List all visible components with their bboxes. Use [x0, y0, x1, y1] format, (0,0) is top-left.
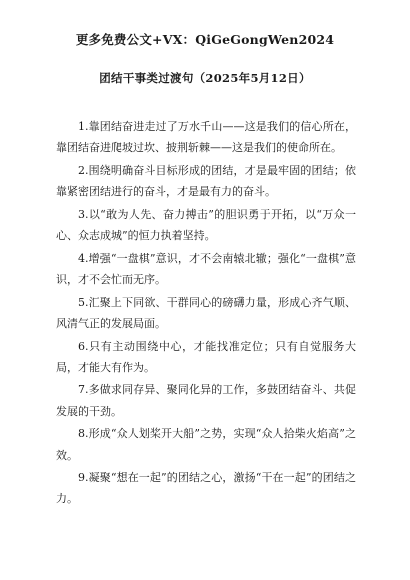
promo-header: 更多免费公文+VX：QiGeGongWen2024 [75, 32, 335, 47]
paragraph-9: 9.凝聚“想在一起”的团结之心，激扬“干在一起”的团结之力。 [56, 471, 356, 506]
paragraph-8: 8.形成“众人划桨开大船”之势，实现“众人拾柴火焰高”之效。 [56, 427, 356, 462]
paragraph-5: 5.汇聚上下同欲、干群同心的磅礴力量，形成心齐气顺、风清气正的发展局面。 [56, 295, 356, 330]
document-body [56, 116, 356, 511]
paragraph-6: 6.只有主动围绕中心，才能找准定位；只有自觉服务大局，才能大有作为。 [56, 339, 356, 374]
document-title: 团结干事类过渡句（2025年5月12日） [99, 71, 311, 85]
paragraph-2: 2.围绕明确奋斗目标形成的团结，才是最牢固的团结；依靠紧密团结进行的奋斗，才是最有力的奋斗。 [56, 163, 356, 199]
paragraph-7: 7.多做求同存异、聚同化异的工作，多鼓团结奋斗、共促发展的干劲。 [56, 383, 356, 418]
paragraph-1: 1.靠团结奋进走过了万水千山——这是我们的信心所在，靠团结奋进爬坡过坎、披荆斩棘——这是我们的使命所在。 [56, 120, 356, 155]
paragraph-4: 4.增强“一盘棋”意识，才不会南辕北辙；强化“一盘棋”意识，才不会忙而无序。 [56, 251, 356, 286]
paragraph-3: 3.以“敢为人先、奋力搏击”的胆识勇于开拓，以“万众一心、众志成城”的恒力执着坚持。 [56, 207, 356, 243]
